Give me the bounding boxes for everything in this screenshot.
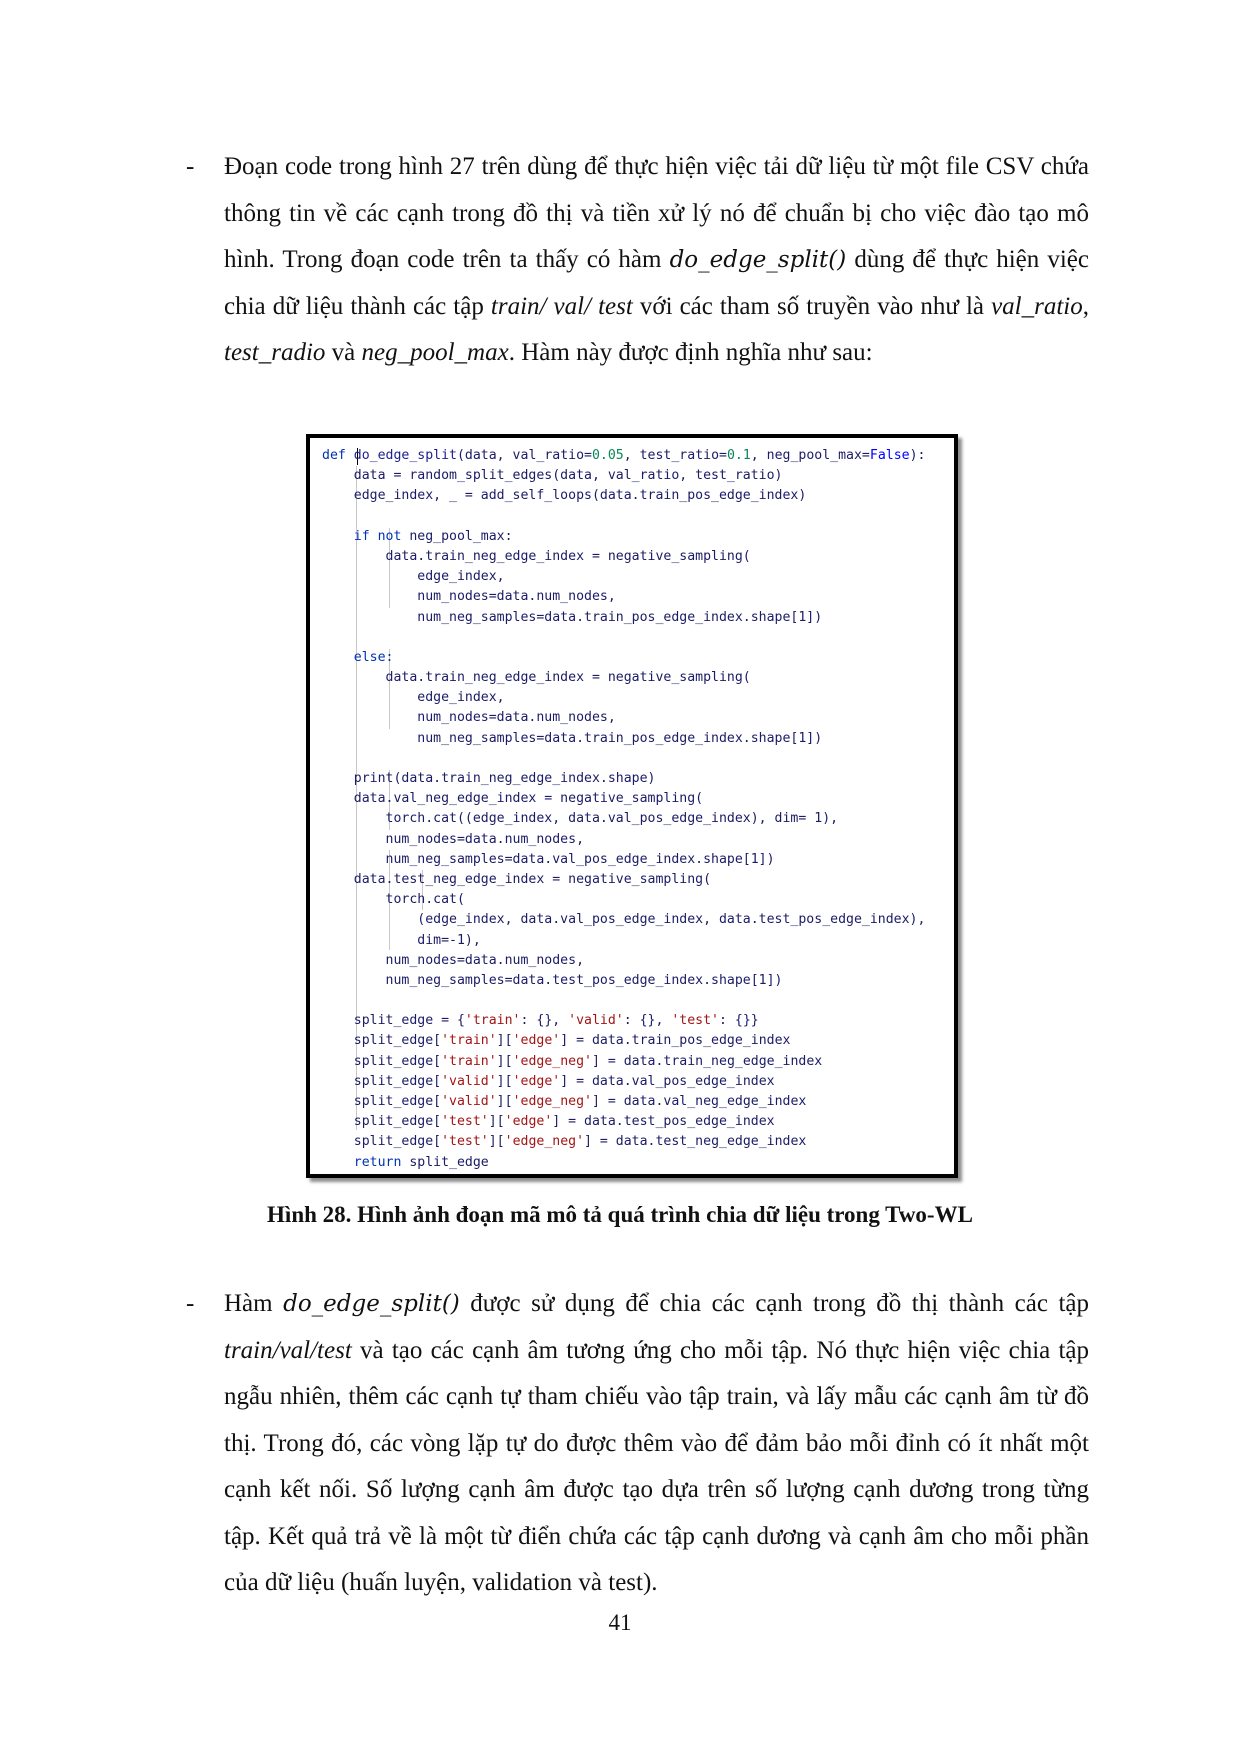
bullet-dash: - [186, 1290, 195, 1317]
code-line: num_neg_samples=data.train_pos_edge_index.shape[1]) [322, 609, 823, 625]
code-line: num_neg_samples=data.train_pos_edge_index.shape[1]) [322, 730, 823, 746]
code-line: dim=-1), [322, 932, 481, 948]
code-line: print(data.train_neg_edge_index.shape) [322, 771, 656, 786]
param-test-radio: test_radio [224, 339, 326, 366]
code-line: split_edge['valid']['edge_neg'] = data.val_neg_edge_index [322, 1094, 807, 1109]
code-line: (edge_index, data.val_pos_edge_index, data.test_pos_edge_index), [322, 912, 926, 928]
code-line: split_edge = {'train': {}, 'valid': {}, 'test': {}} [322, 1013, 759, 1029]
code-line: num_nodes=data.num_nodes, [322, 952, 585, 968]
code-line: if not neg_pool_max: [322, 528, 513, 544]
set-names: train/ val/ test [490, 292, 633, 320]
function-name: do_edge_split() [283, 1291, 460, 1317]
paragraph-intro [186, 144, 1089, 377]
code-line: split_edge['train']['edge'] = data.train_pos_edge_index [322, 1033, 791, 1049]
code-line: torch.cat( [322, 892, 465, 908]
code-line: data = random_split_edges(data, val_ratio, test_ratio) [322, 468, 783, 484]
code-line: num_nodes=data.num_nodes, [322, 589, 616, 605]
code-line: data.train_neg_edge_index = negative_sampling( [322, 670, 751, 686]
code-line [322, 628, 925, 648]
code-screenshot [306, 434, 958, 1178]
code-line [322, 991, 925, 1011]
code-line: split_edge['test']['edge_neg'] = data.test_neg_edge_index [322, 1134, 807, 1150]
code-line: data.train_neg_edge_index = negative_sampling( [322, 548, 751, 564]
code-block [322, 446, 925, 1173]
page-number: 41 [608, 1610, 632, 1635]
code-line: num_nodes=data.num_nodes, [322, 710, 616, 726]
function-name: do_edge_split() [669, 247, 847, 273]
figure-caption: Hình 28. Hình ảnh đoạn mã mô tả quá trình chia dữ liệu trong Two-WL [267, 1202, 973, 1227]
param-val-ratio: val_ratio [991, 292, 1083, 320]
code-line: num_nodes=data.num_nodes, [322, 831, 585, 847]
code-line: edge_index, [322, 690, 505, 706]
code-line: num_neg_samples=data.val_pos_edge_index.shape[1]) [322, 851, 775, 867]
code-line: edge_index, _ = add_self_loops(data.train_pos_edge_index) [322, 488, 807, 504]
set-names: train/val/test [224, 1336, 352, 1364]
code-line: torch.cat((edge_index, data.val_pos_edge_index), dim= 1), [322, 811, 839, 827]
paragraph-explanation-text: Hàm do_edge_split() được sử dụng để chia các cạnh trong đồ thị thành các tập train/val/test và tạo các cạnh âm tương ứng cho mỗi tập. Nó thực hiện việc chia tập ngẫu nhiên, thêm các cạnh tự tham chiếu vào tập train, và lấy mẫu các cạnh âm từ đồ thị. Trong đó, các vòng lặp tự do được thêm vào để đảm bảo mỗi đỉnh có ít nhất một cạnh kết nối. Số lượng cạnh âm được tạo dựa trên số lượng cạnh dương trong từng tập. Kết quả trả về là một từ điển chứa các tập cạnh dương và cạnh âm cho mỗi phần của dữ liệu (huấn luyện, validation và test). [224, 1290, 1089, 1596]
code-line: split_edge['test']['edge'] = data.test_pos_edge_index [322, 1114, 775, 1130]
paragraph-explanation [186, 1281, 1089, 1607]
bullet-dash: - [186, 153, 195, 180]
code-line: data.val_neg_edge_index = negative_sampling( [322, 791, 704, 807]
code-line [322, 507, 925, 527]
code-line: split_edge['valid']['edge'] = data.val_pos_edge_index [322, 1073, 775, 1089]
code-line: else: [322, 649, 394, 665]
param-neg-pool-max: neg_pool_max [361, 339, 509, 366]
code-line: return split_edge [322, 1154, 489, 1170]
paragraph-intro-text: Đoạn code trong hình 27 trên dùng để thực hiện việc tải dữ liệu từ một file CSV chứa thông tin về các cạnh trong đồ thị và tiền xử lý nó để chuẩn bị cho việc đào tạo mô hình. Trong đoạn code trên ta thấy có hàm do_edge_split() dùng để thực hiện việc chia dữ liệu thành các tập train/ val/ test với các tham số truyền vào như là val_ratio, test_radio và neg_pool_max. Hàm này được định nghĩa như sau: [224, 153, 1089, 366]
code-line: data.test_neg_edge_index = negative_sampling( [322, 871, 712, 887]
code-line: def do_edge_split(data, val_ratio=0.05, test_ratio=0.1, neg_pool_max=False): [322, 448, 926, 463]
code-line: split_edge['train']['edge_neg'] = data.train_neg_edge_index [322, 1053, 823, 1069]
code-line: num_neg_samples=data.test_pos_edge_index.shape[1]) [322, 972, 783, 988]
code-line: edge_index, [322, 569, 505, 585]
code-line [322, 749, 925, 769]
